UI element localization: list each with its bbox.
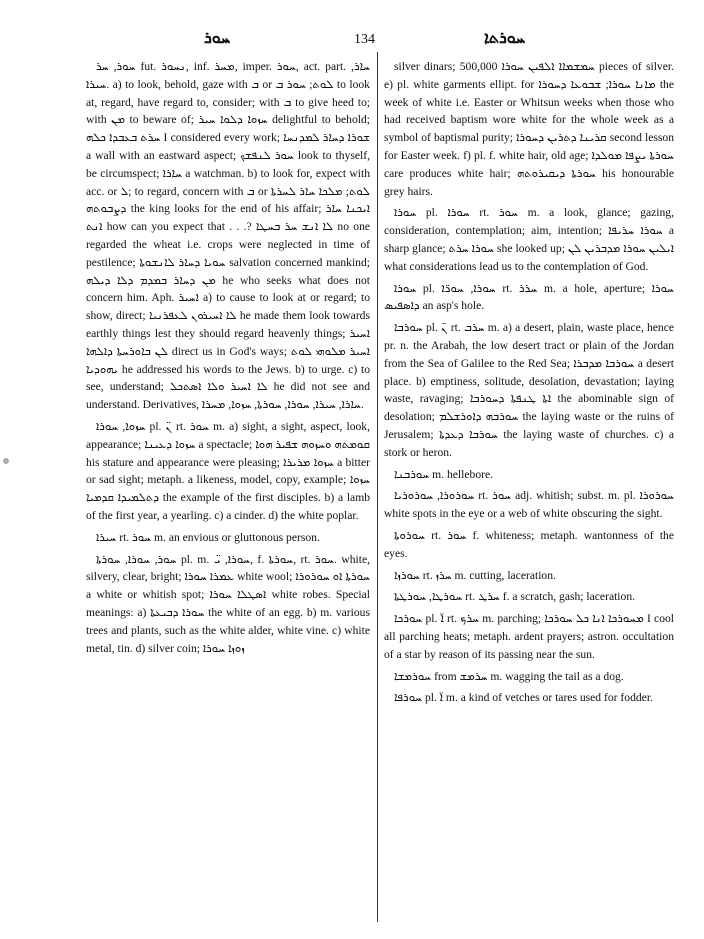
dictionary-entry: silver dinars; ܚܡܫܡܐܐ ܐܠܦܝܢ ܚܘܪܐ 500,000 pieces of silver. e) pl. white garments ellipt. for ܡܐܢܐ ܚܘܪܐ; ܫܒܘܥܐ ܕܚܘܪܐ the week of white i.e. Easter or Whitsun weeks when those who had received baptism wore white for the whole week as a symbol of baptismal purity; ܩܪܝܢܐ ܕܬܪܝܢ ܕܚܘܪܐ second lesson for Easter week. f) pl. f. white hair, old age; ܚܘܪܬܐ ܝܨܦܐ ܡܘܠܕܐ care produces white hair; ܚܘܪܬܐ ܕܝܩܝܪܘܬܗ his honourable grey hairs. <box>384 60 675 198</box>
running-head-right: ܚܘܪܬܐ <box>484 30 526 47</box>
dictionary-entry: ܚܘܪܘܬܐ rt. ܚܘܪ f. whiteness; metaph. wantonness of the eyes. <box>384 528 674 560</box>
dictionary-entry: ܚܘܪ, ܚܘܪܐ, ܚܘܪܬܐ pl. m. ܚܘܪܐ, ܝ̈, f. ܚܘܪܬܐ, rt. ܚܘܪ. white, silvery, clear, bright; ܥܡܪܐ ܚܘܪܐ white wool; ܚܘܪܬܐ ܐܘ ܚܘܪܘܪܐ a white or whitish spot; ܐܣܛܠܐ ܚܘܪܐ white robes. Special meanings: a) ܚܘܪܐ ܕܒܝܥܬܐ the white of an egg. b) m. various trees and plants, such as the white alder, white vine. c) white metal, tin. d) silver coin; ܙܘܙܐ ܚܘܪܐ <box>86 552 370 655</box>
dictionary-entry: ܚܘܪܐ pl. ܚܘܪܐ rt. ܚܘܪ m. a look, glance; gazing, consideration, contemplation; aim, intention; ܚܘܪܐ ܚܪܝܦܐ a sharp glance; ܚܘܪܐ ܚܪܬ she looked up; ܐܝܠܝܢ ܚܘܪܐ ܡܕܒܪܝܢ ܠܢ what considerations lead us to the contemplation of God. <box>384 206 675 273</box>
dictionary-entry: ܚܝܪܐ rt. ܚܘܪ m. an envious or gluttonous person. <box>96 530 320 544</box>
running-head-left: ܚܘܪ <box>204 30 231 47</box>
page-number: 134 <box>354 32 375 47</box>
page-header <box>84 30 644 54</box>
dictionary-entry: ܚܘܪܡܫܐ from ܚܪܡܫ m. wagging the tail as a dog. <box>394 669 624 683</box>
left-column <box>86 58 370 661</box>
dictionary-entry: ܚܘܪܟܐ pl. ܐ̈ rt. ܚܪܟ m. parching; ܡܚܘܪܟܐ ܐܢܐ ܟܠ ܚܘܪܟܐ I cool all parching heats; metaph. ardent prayers; astron. occultation of a star by reason of its passing near the sun. <box>384 612 675 661</box>
dictionary-entry: ܚܘܪܙܐ rt. ܚܪܙ m. cutting, laceration. <box>394 568 556 582</box>
right-column <box>384 58 674 711</box>
dictionary-entry: ܚܘܪܐ pl. ܚܘܪܐ, ܚܘܪ̈ܐ rt. ܚܪܪ m. a hole, aperture; ܚܘܪܐ ܕܐܣܦܝܣ an asp's hole. <box>384 281 674 313</box>
dictionary-entry: ܚܘܪ, ܚܪ fut. ܢܚܘܪ, inf. ܡܚܪ, imper. ܚܘܪ, act. part. ܚܐܪ, ܚܝܪܐ. a) to look, behold, gaze with ܒ or ܠܘܬ; ܚܘܪ ܒ to look at, regard, have regard to, consider; with ܒ to give heed to; with ܡܢ to beware of; ܚܙܘܐ ܕܠܘܐ ܚܝܪ delightful to behold; ܚܪܬ ܒܥܒܕܐ ܟܠܗ I considered every work; ܫܘܪܐ ܕܚܐܪ ܠܡܕܢܚܐ a wall with an eastward aspect; ܚܘܪ ܠܢܦܫܟ look to thyself, be circumspect; ܚܐܪܐ a watchman. b) to look for, expect with acc. or ܠ; to regard, concern with ܒ or ܠܘܬ; ܡܠܟܐ ܚܐܪ ܠܚܪܬܐ ܕܨܒܘܬܗ the king looks for the end of his affair; ܐܝܟܢܐ ܚܐܪ ܐܢܬ how can you expect that . . .? ܠܐ ܐܢܫ ܚܪ ܒܚܛܐ no one regarded the wheat i.e. crops were neglected in time of pestilence; ܚܘܝܐ ܕܚܐܪ ܠܐܢܫܘܬܐ salvation concerned mankind; ܡܢ ܕܚܐܪ ܒܡܕܡ ܕܠܐ ܕܝܠܗ he who seeks what does not concern him. Aph. ܐܚܝܪ a) to cause to look at or regard; to show, direct; ܠܐ ܐܚܝܪܘܢ ܠܥܦܪܢܝܐ he made them look towards earthly things lest they should regard heavenly things; ܐܚܝܪ ܠܢ ܒܐܘܪܚܬܐ ܕܐܠܗܐ direct us in God's ways; ܐܚܝܪ ܡܠܘܗܝ ܠܘܬ ܝܗܘܕܝܐ he addressed his words to the Jews. b) to urge. c) to see, understand; ܠܐ ܐܚܝܪ ܘܠܐ ܐܣܬܟܠ he did not see and understand. Derivatives, ܚܐܪܐ, ܚܝܪܐ, ܚܘܪܐ, ܚܘܪܬܐ, ܚܙܘܐ, ܡܚܪܐ. <box>86 60 371 412</box>
dictionary-entry: ܚܘܪܒܐ pl. ܢ̈ rt. ܚܪܒ m. a) a desert, plain, waste place, hence pr. n. the Arabah, the low desert tract or plain of the Jordan from the Sea of Galilee to the Red Sea; ܚܘܪܒܐ ܡܕܒܪܐ a desert place. b) emptiness, solitude, desolation, devastation; laying waste, ravaging; ܐܬܐ ܛܢܦܬܐ ܕܚܘܪܒܐ the abominable sign of desolation; ܚܘܪܒܗ ܕܐܘܪܫܠܡ the laying waste or the ruins of Jerusalem; ܚܘܪܒܐ ܕܥܕܬܐ the laying waste of churches. c) a stork or heron. <box>384 321 675 459</box>
column-divider <box>377 52 378 922</box>
margin-mark <box>3 458 9 464</box>
dictionary-entry: ܚܙܘܐ, ܚܘܪܐ pl. ܢ̈ rt. ܚܘܪ m. a) sight, a sight, aspect, look, appearance; ܚܙܘܐ ܕܥܝܢܐ a spectacle; ܩܘܡܬܗ ܘܚܙܘܗ ܫܦܝܪ ܗܘܐ his stature and appearance were pleasing; ܚܙܘܐ ܡܪܝܪܐ a bitter or sad sight; metaph. a likeness, model, copy, example; ܚܙܘܐ ܕܬܠܡܝܕܐ ܩܕܡܝܐ the example of the first disciples. b) a lamb of the first year, a yearling. c) a cinder. d) the white poplar. <box>86 419 371 522</box>
dictionary-entry: ܚܘܪܘܪܐ, ܚܘܪܘܪܝܐ rt. ܚܘܪ adj. whitish; subst. m. pl. ܚܘܪܘܪܐ white spots in the eye or a web of white obscuring the sight. <box>384 489 675 521</box>
dictionary-entry: ܚܘܪܦܐ pl. ܐ̈ m. a kind of vetches or tares used for fodder. <box>394 691 653 705</box>
dictionary-entry: ܚܘܪܒܢܐ m. hellebore. <box>394 467 494 481</box>
dictionary-entry: ܚܘܪܛܐ, ܚܘܪܛܬܐ rt. ܚܪܛ f. a scratch, gash; laceration. <box>394 590 636 604</box>
